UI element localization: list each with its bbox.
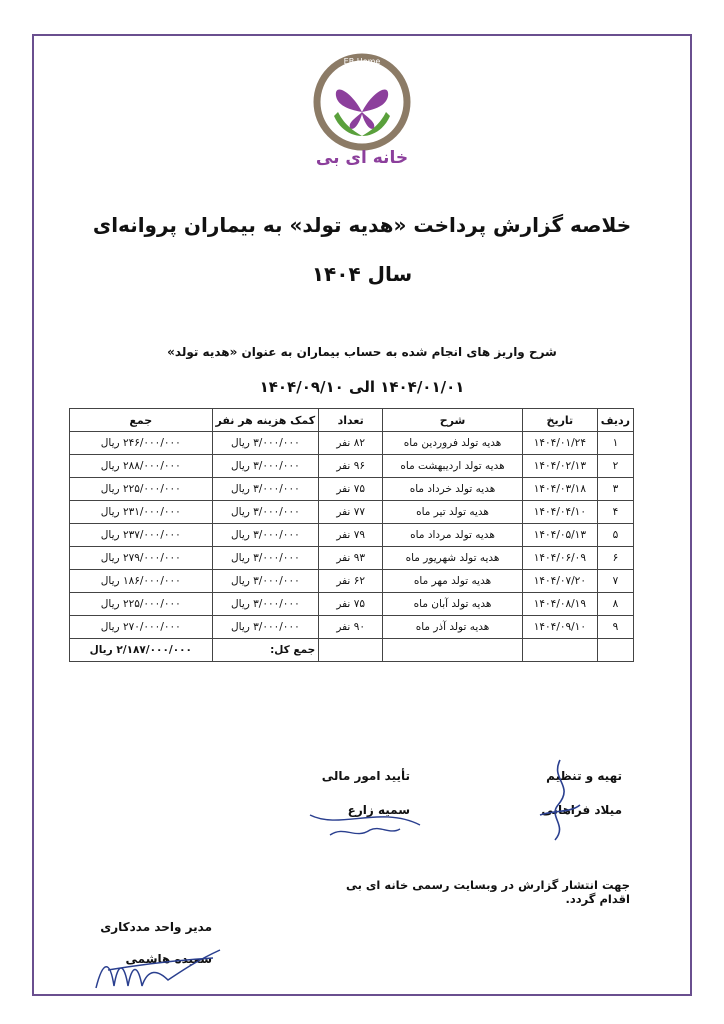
- cell-per-person: ۳/۰۰۰/۰۰۰ ریال: [212, 616, 319, 639]
- cell-per-person: ۳/۰۰۰/۰۰۰ ریال: [212, 547, 319, 570]
- finance-signature: [300, 795, 440, 845]
- cell-description: هدیه تولد آبان ماه: [383, 593, 523, 616]
- cell-count: ۹۶ نفر: [319, 455, 383, 478]
- table-row: [70, 432, 634, 455]
- table-header-row: [70, 409, 634, 432]
- cell-count: ۸۲ نفر: [319, 432, 383, 455]
- cell-row-number: ۱: [597, 432, 633, 455]
- logo-persian-text: خانه ای بی: [315, 148, 409, 168]
- report-year: سال ۱۴۰۴: [311, 262, 413, 286]
- total-empty-cell: [597, 639, 633, 662]
- cell-description: هدیه تولد تیر ماه: [383, 501, 523, 524]
- cell-per-person: ۳/۰۰۰/۰۰۰ ریال: [212, 455, 319, 478]
- table-row: [70, 616, 634, 639]
- cell-description: هدیه تولد مهر ماه: [383, 570, 523, 593]
- table-row: [70, 455, 634, 478]
- cell-sum: ۲۴۶/۰۰۰/۰۰۰ ریال: [70, 432, 213, 455]
- prepared-by-name: میلاد فراهانی: [541, 803, 622, 817]
- manager-signature: [88, 940, 228, 995]
- cell-per-person: ۳/۰۰۰/۰۰۰ ریال: [212, 593, 319, 616]
- table-row: [70, 524, 634, 547]
- cell-date: ۱۴۰۴/۰۸/۱۹: [522, 593, 597, 616]
- cell-sum: ۲۳۷/۰۰۰/۰۰۰ ریال: [70, 524, 213, 547]
- cell-sum: ۲۷۹/۰۰۰/۰۰۰ ریال: [70, 547, 213, 570]
- cell-count: ۷۵ نفر: [319, 478, 383, 501]
- cell-count: ۷۵ نفر: [319, 593, 383, 616]
- cell-row-number: ۸: [597, 593, 633, 616]
- cell-date: ۱۴۰۴/۰۲/۱۳: [522, 455, 597, 478]
- cell-count: ۹۰ نفر: [319, 616, 383, 639]
- cell-per-person: ۳/۰۰۰/۰۰۰ ریال: [212, 524, 319, 547]
- cell-description: هدیه تولد شهریور ماه: [383, 547, 523, 570]
- cell-date: ۱۴۰۴/۰۱/۲۴: [522, 432, 597, 455]
- header-sum: جمع: [70, 409, 213, 432]
- total-empty-cell: [383, 639, 523, 662]
- cell-sum: ۲۲۵/۰۰۰/۰۰۰ ریال: [70, 478, 213, 501]
- cell-per-person: ۳/۰۰۰/۰۰۰ ریال: [212, 432, 319, 455]
- cell-date: ۱۴۰۴/۰۷/۲۰: [522, 570, 597, 593]
- header-count: تعداد: [319, 409, 383, 432]
- table-row: [70, 478, 634, 501]
- logo-latin-text: EB Home: [343, 57, 381, 66]
- header-per-person: کمک هزینه هر نفر: [212, 409, 319, 432]
- cell-count: ۹۳ نفر: [319, 547, 383, 570]
- prepared-by-signature: [520, 755, 590, 845]
- cell-row-number: ۴: [597, 501, 633, 524]
- report-title: خلاصه گزارش پرداخت «هدیه تولد» به بیماران پروانه‌ای: [92, 213, 632, 237]
- cell-description: هدیه تولد مرداد ماه: [383, 524, 523, 547]
- header-date: تاریخ: [522, 409, 597, 432]
- table-row: [70, 570, 634, 593]
- table-row: [70, 501, 634, 524]
- cell-count: ۷۹ نفر: [319, 524, 383, 547]
- cell-count: ۶۲ نفر: [319, 570, 383, 593]
- cell-sum: ۲۳۱/۰۰۰/۰۰۰ ریال: [70, 501, 213, 524]
- total-empty-cell: [522, 639, 597, 662]
- cell-row-number: ۳: [597, 478, 633, 501]
- total-value: ۲/۱۸۷/۰۰۰/۰۰۰ ریال: [70, 639, 213, 662]
- cell-date: ۱۴۰۴/۰۶/۰۹: [522, 547, 597, 570]
- cell-date: ۱۴۰۴/۰۳/۱۸: [522, 478, 597, 501]
- total-empty-cell: [319, 639, 383, 662]
- table-row: [70, 593, 634, 616]
- cell-per-person: ۳/۰۰۰/۰۰۰ ریال: [212, 478, 319, 501]
- table-total-row: [70, 639, 634, 662]
- cell-sum: ۲۷۰/۰۰۰/۰۰۰ ریال: [70, 616, 213, 639]
- manager-title: مدیر واحد مددکاری: [100, 920, 212, 934]
- cell-row-number: ۵: [597, 524, 633, 547]
- cell-sum: ۱۸۶/۰۰۰/۰۰۰ ریال: [70, 570, 213, 593]
- report-subtitle: شرح واریز های انجام شده به حساب بیماران به عنوان «هدیه تولد»: [167, 345, 557, 359]
- cell-sum: ۲۲۵/۰۰۰/۰۰۰ ریال: [70, 593, 213, 616]
- cell-description: هدیه تولد فروردین ماه: [383, 432, 523, 455]
- cell-row-number: ۲: [597, 455, 633, 478]
- payments-table: [69, 408, 634, 662]
- cell-sum: ۲۸۸/۰۰۰/۰۰۰ ریال: [70, 455, 213, 478]
- finance-approval-name: سمیه زارع: [347, 803, 410, 817]
- publication-note: جهت انتشار گزارش در وبسایت رسمی خانه ای بی اقدام گردد.: [345, 878, 630, 906]
- prepared-by-title: تهیه و تنظیم: [546, 769, 622, 783]
- cell-description: هدیه تولد اردیبهشت ماه: [383, 455, 523, 478]
- cell-description: هدیه تولد آذر ماه: [383, 616, 523, 639]
- cell-date: ۱۴۰۴/۰۵/۱۳: [522, 524, 597, 547]
- cell-description: هدیه تولد خرداد ماه: [383, 478, 523, 501]
- cell-row-number: ۹: [597, 616, 633, 639]
- cell-date: ۱۴۰۴/۰۹/۱۰: [522, 616, 597, 639]
- header-description: شرح: [383, 409, 523, 432]
- manager-name: سعیده هاشمی: [125, 952, 212, 966]
- cell-date: ۱۴۰۴/۰۴/۱۰: [522, 501, 597, 524]
- report-date-range: ۱۴۰۴/۰۱/۰۱ الی ۱۴۰۴/۰۹/۱۰: [259, 378, 465, 396]
- cell-per-person: ۳/۰۰۰/۰۰۰ ریال: [212, 501, 319, 524]
- cell-per-person: ۳/۰۰۰/۰۰۰ ریال: [212, 570, 319, 593]
- header-row-number: ردیف: [597, 409, 633, 432]
- cell-count: ۷۷ نفر: [319, 501, 383, 524]
- table-row: [70, 547, 634, 570]
- cell-row-number: ۷: [597, 570, 633, 593]
- cell-row-number: ۶: [597, 547, 633, 570]
- total-label: جمع کل:: [212, 639, 319, 662]
- finance-approval-title: تأیید امور مالی: [321, 769, 410, 783]
